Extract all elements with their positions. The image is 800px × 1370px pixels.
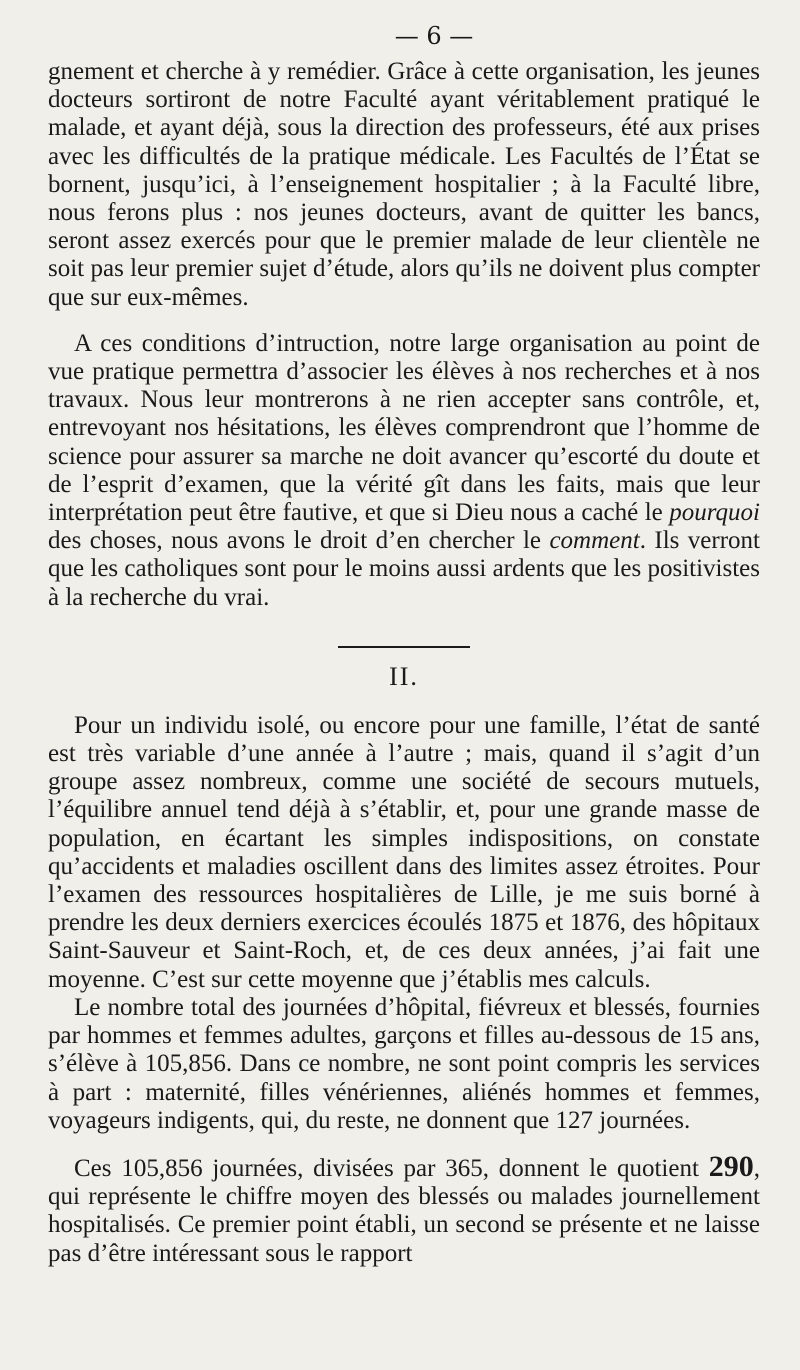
bold-quotient-number: 290	[708, 1149, 754, 1183]
text-run: , qui représente le chiffre moyen des blessés ou malades journellement hospitalisés. Ce premier point établi, un second se présente et ne laisse pas d’être intéressant sous le rapport	[48, 1154, 760, 1267]
paragraph-health-variability: Pour un individu isolé, ou encore pour une famille, l’état de santé est très variable d’une année à l’autre ; mais, quand il s’agit d’un groupe assez nombreux, comme une société de secours mutuels, l’équilibre annuel tend déjà à s’établir, et, pour une grande masse de population, en écartant les simples indispositions, on constate qu’accidents et maladies oscillent dans des limites assez étroites. Pour l’examen des ressources hospitalières de Lille, je me suis borné à prendre les deux derniers exercices écoulés 1875 et 1876, des hôpitaux Saint-Sauveur et Saint-Roch, et, de ces deux années, j’ai fait une moyenne. C’est sur cette moyenne que j’établis mes calculs.	[48, 711, 760, 993]
section-heading: II.	[389, 661, 419, 691]
text-run: . Ils verront que les catholiques sont pour le moins aussi ardents que les positivistes à la recherche du vrai.	[48, 527, 760, 611]
page-number: — 6 —	[394, 22, 474, 50]
paragraph-hospital-days: Le nombre total des journées d’hôpital, fiévreux et blessés, fournies par hommes et femmes adultes, garçons et filles au-dessous de 15 ans, s’élève à 105,856. Dans ce nombre, ne sont point compris les services à part : maternité, filles vénériennes, aliénés hommes et femmes, voyageurs indigents, qui, du reste, ne donnent que 127 journées.	[48, 993, 760, 1134]
italic-word-comment: comment	[549, 527, 640, 555]
paragraph-teaching-organisation: gnement et cherche à y remédier. Grâce à cette organisation, les jeunes docteurs sortiront de notre Faculté ayant véritablement pratiqué le malade, et ayant déjà, sous la direction des professeurs, été aux prises avec les difficultés de la pratique médicale. Les Facultés de l’État se bornent, jusqu’ici, à l’enseignement hospitalier ; à la Faculté libre, nous ferons plus : nos jeunes docteurs, avant de quitter les bancs, seront assez exercés pour que le premier malade de leur clientèle ne soit pas leur premier sujet d’étude, alors qu’ils ne doivent plus compter que sur eux-mêmes.	[48, 58, 760, 311]
paragraph-instruction-conditions	[48, 330, 760, 612]
section-divider	[338, 646, 470, 648]
paragraph-quotient	[48, 1149, 760, 1268]
text-run: A ces conditions d’intruction, notre large organisation au point de vue pratique permettra d’associer les élèves à nos recherches et à nos travaux. Nous leur montrerons à ne rien accepter sans contrôle, et, entrevoyant nos hésitations, les élèves comprendront que l’homme de science pour assurer sa marche ne doit avancer qu’escorté du doute et de l’esprit d’examen, que la vérité gît dans les faits, mais que leur interprétation peut être fautive, et que si Dieu nous a caché le	[48, 329, 760, 527]
text-run: Ces 105,856 journées, divisées par 365, donnent le quotient	[74, 1154, 709, 1182]
text-run: des choses, nous avons le droit d’en chercher le	[48, 527, 550, 555]
italic-word-pourquoi: pourquoi	[669, 499, 760, 527]
